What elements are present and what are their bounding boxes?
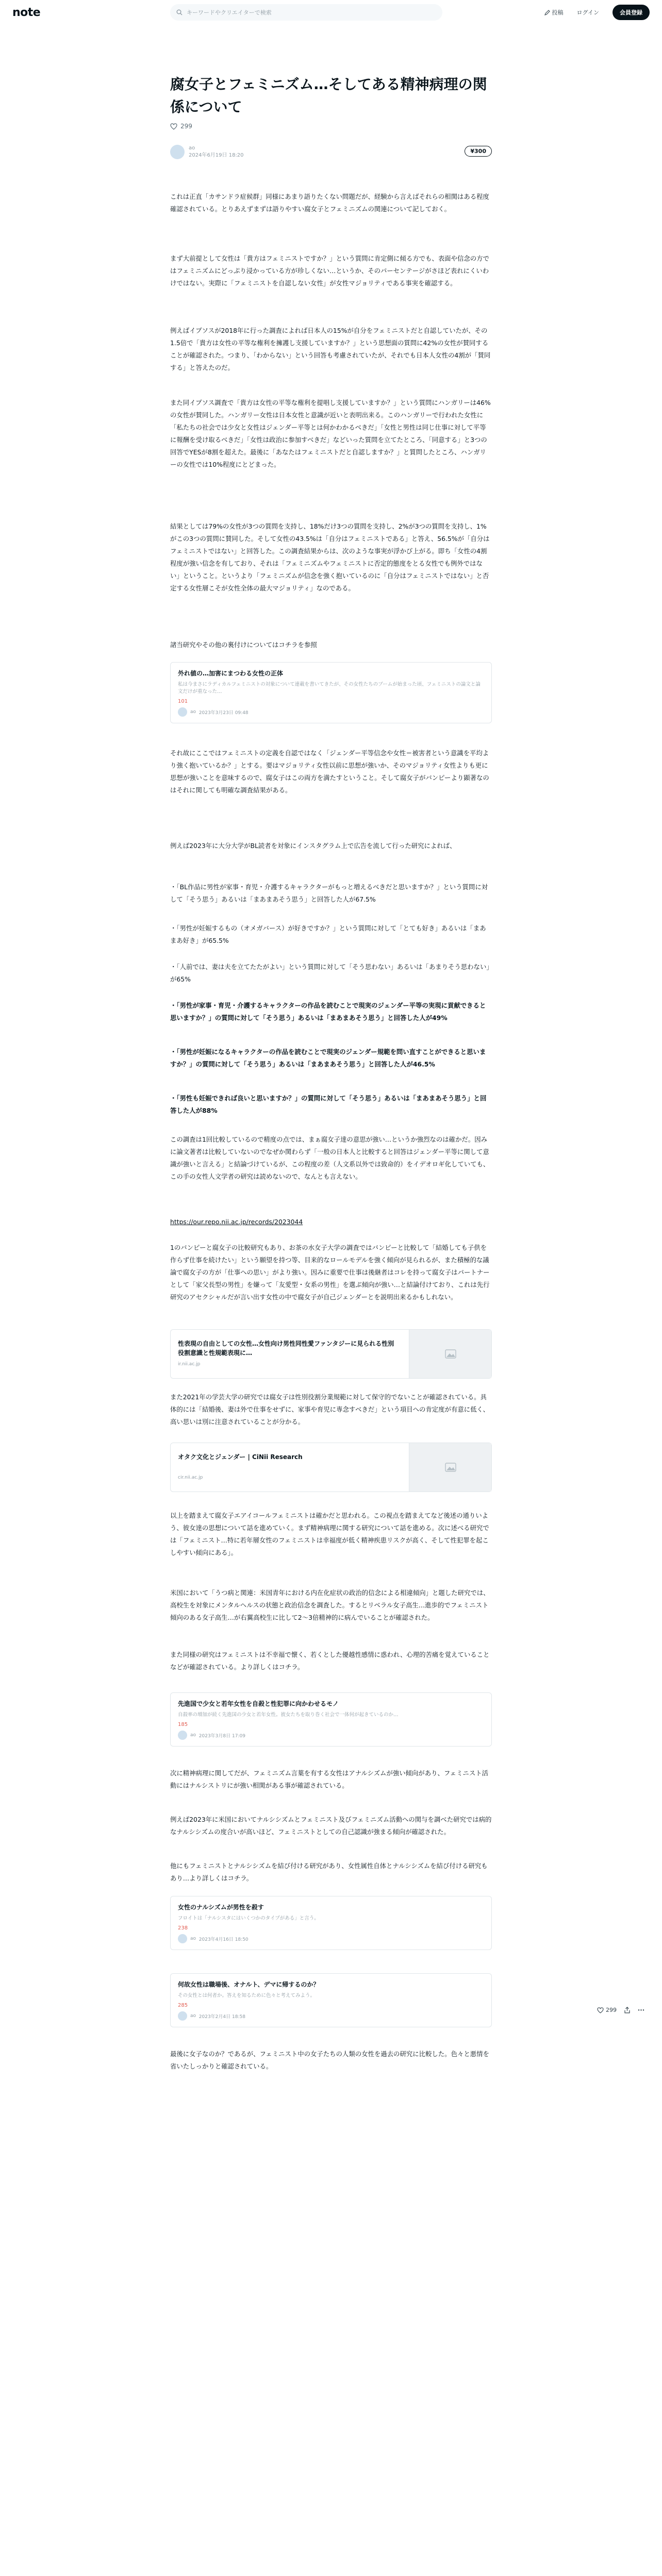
- login-button[interactable]: ログイン: [576, 9, 599, 16]
- more-icon[interactable]: [638, 2007, 644, 2013]
- paragraph: まず大前提として女性は「貴方はフェミニストですか？」という質問に肯定側に傾る方でも、表面や信念の方ではフェミニズムにどっぷり浸かっている方が珍しくない…というか、そのパーセンテージがさほど表れにくいわけではない。実際に「フェミニストを自認しない女性」が女性マジョリティである事実を確認する。: [170, 255, 489, 287]
- paragraph: また同様の研究はフェミニストは不幸福で懐く、若くとした優越性感情に惑われ、心理的苦痛を覚えていることなどが確認されている。より詳しくはコチラ。: [170, 1651, 490, 1671]
- paragraph: それ故にここではフェミニストの定義を自認ではなく「ジェンダー平等信念や女性＝被害者という意識を平均より強く抱いているか？」とする。要はマジョリティ女性以前に思想が強いか、そのマジョリティ女性よりも更に思想が強いことを意味するので、腐女子はこの両方を満たすということ。そして腐女子がバンピーより顕著なのはそれに関しても明確な調査結果がある。: [170, 749, 489, 794]
- image-placeholder-icon: [409, 1443, 491, 1492]
- paragraph: 以上を踏まえて腐女子エアイコールフェミニストは確かだと思われる。この視点を踏まえてなど後述の通りいよう、彼女達の思想について話を進めていく。まず精神病理に関する研究について話を進める。次に述べる研究では「フェミニスト…特に若年層女性のフェミニストは幸福度が低く精神疾患リスクが高く、そして性犯罪を起こしやすい傾向にある」。: [170, 1512, 489, 1556]
- author-name[interactable]: ao: [189, 145, 195, 151]
- header-actions: [544, 5, 650, 20]
- paragraph: 例えば2023年に米国においてナルシシズムとフェミニスト及びフェミニズム活動への関与を調べた研究では病的なナルシシズムの度合いが高いほど、フェミニストとしての自己認識が強まる傾向が確認された。: [170, 1816, 492, 1836]
- paragraph: ・「男性が家事・育児・介護するキャラクターの作品を読むことで現実のジェンダー平等の実現に貢献できると思いますか？」の質問に対して「そう思う」あるいは「まあまあそう思う」と回答した人が49%: [170, 1002, 486, 1022]
- floating-like-button[interactable]: [597, 2007, 617, 2013]
- card-like-count: 285: [178, 2003, 188, 2008]
- share-icon[interactable]: [624, 2007, 631, 2013]
- paragraph: ・「BL作品に男性が家事・育児・介護するキャラクターがもっと増えるべきだと思いますか？」という質問に対して「そう思う」あるいは「まあまあそう思う」と回答した人が67.5%: [170, 883, 488, 903]
- heart-icon: [170, 123, 177, 130]
- paragraph: ・「人前では、妻は夫を立てたたがよい」という質問に対して「そう思わない」あるいは「あまりそう思わない」が65%: [170, 963, 490, 983]
- post-button[interactable]: 投稿: [544, 8, 564, 16]
- link-card[interactable]: 性表現の自由としての女性…女性向け男性同性愛ファンタジーに見られる性別役割意識と性規範表現に… ir.nii.ac.jp: [170, 1329, 492, 1379]
- price-badge[interactable]: ¥300: [465, 146, 492, 157]
- paragraph: 次に精神病理に関してだが、フェミニズム言葉を有する女性はアナルシズムが強い傾向があり、フェミニスト活動にはナルシストリにが強い相関がある事が確認されている。: [170, 1769, 488, 1789]
- image-placeholder-icon: [409, 1330, 491, 1378]
- paragraph: ・「男性が妊娠になるキャラクターの作品を読むことで現実のジェンダー規範を問い直すことができると思いますか？」の質問に対して「そう思う」あるいは「まあまあそう思う」と回答した人が46.5%: [170, 1048, 486, 1068]
- avatar: [178, 2011, 187, 2021]
- paragraph: また2021年の学芸大学の研究では腐女子は性別役割分業規範に対して保守的でないことが確認されている。具体的には「結婚後、妻は外で仕事をせずに、家事や育児に専念すべきだ」という項目への肯定度が有意に低く、高い思いは別に注意されていることが分かる。: [170, 1393, 490, 1426]
- card-like-count: 185: [178, 1722, 188, 1727]
- avatar: [178, 1934, 187, 1943]
- floating-like-count: 299: [606, 2007, 617, 2013]
- note-logo[interactable]: note: [12, 6, 41, 19]
- reference-link[interactable]: https://our.repo.nii.ac.jp/records/2023044: [170, 1218, 303, 1226]
- floating-action-bar: [597, 2007, 644, 2013]
- paragraph: 諸当研究やその他の裏付けについてはコチラを参照: [170, 641, 317, 649]
- publish-date: 2024年6月19日 18:20: [189, 152, 244, 158]
- embedded-note-card[interactable]: 何故女性は職場後、オナルト、デマに帰するのか？ その女性とは何者か。答えを知るために色々と考えてみよう。 285 ao 2023年2月4日 18:58: [170, 1973, 492, 2027]
- card-like-count: 101: [178, 699, 188, 704]
- paragraph: 例えばイプソスが2018年に行った調査によれば日本人の15%が自分をフェミニストだと自認していたが、その1.5倍で「貴方は女性の平等な権利を擁護し支援していますか？」という思想面の質問に42%の女性が賛同することが確認された。つまり、「わからない」という回答も考慮されていたが、それでも日本人女性の4割が「賛同する」と答えたのだ。: [170, 327, 491, 371]
- paragraph: また同イプソス調査で「貴方は女性の平等な権利を提唱し支援していますか？」という質問にハンガリーは46%の女性が賛同した。ハンガリー女性は日本女性と意識が近いと表明出来る。このハンガリーで行われた女性に「私たちの社会では少女と女性はジェンダー平等とは何かわかるべきだ」「女性と男性は同じ仕事に対して平等に報酬を受け取るべきだ」「女性は政治に参加すべきだ」などいった質問を立てたところ、「同意する」と3つの回答でYESが8割を超えた。最後に「あなたはフェミニストだと自認しますか？」と質問したところ、ハンガリーの女性では10%程度にとどまった。: [170, 399, 491, 468]
- avatar: [178, 707, 187, 717]
- avatar: [178, 1731, 187, 1740]
- paragraph: 結果としては79%の女性が3つの質問を支持し、18%だけ3つの質問を支持し、2%が3つの質問を支持し、1%がこの3つの質問に賛同した。そして女性の43.5%は「自分はフェミニストである」と答え、56.5%が「自分はフェミニストではない」と回答した。この調査結果からは、次のような事実が浮かび上がる。即ち「女性の4割程度が強い信念を有しており、それは「フェミニズムやフェミニストに否定的態度をとる女性でも例外ではない」ということ。というより「フェミニズムが信念を強く抱いているのに「自分はフェミニストではない」と否定する女性層こそが女性全体の最大マジョリティ」なのである。: [170, 522, 490, 592]
- like-row[interactable]: [170, 123, 192, 130]
- signup-button[interactable]: 会員登録: [613, 5, 650, 20]
- embedded-note-card[interactable]: 先進国で少女と若年女性を自殺と性犯罪に向かわせるモノ 自殺率の増加が続く先進国の少女と若年女性。彼女たちを取り巻く社会で一体何が起きているのか… 185 ao 2023年3月8日 17:09: [170, 1692, 492, 1747]
- card-like-count: 238: [178, 1925, 188, 1931]
- search-placeholder: キーワードやクリエイターで検索: [187, 9, 272, 16]
- pencil-icon: [544, 10, 550, 15]
- paragraph: 例えば2023年に大分大学がBL読者を対象にインスタグラム上で広告を流して行った研究によれば、: [170, 842, 456, 850]
- avatar[interactable]: [170, 145, 185, 159]
- paragraph: 他にもフェミニストとナルシシズムを結び付ける研究があり、女性属性自体とナルシシズムを結び付ける研究もあり…より詳しくはコチラ。: [170, 1862, 488, 1882]
- top-header: [0, 0, 662, 25]
- paragraph: 最後に女子なのか？であるが、フェミニスト中の女子たちの人類の女性を過去の研究に比較した。色々と悪情を省いたしっかりと確認されている。: [170, 2050, 489, 2070]
- heart-icon: [597, 2007, 604, 2013]
- paragraph: 米国において「うつ病と関連：米国青年における内在化症状の政治的信念による相違傾向」と題した研究では、高校生を対象にメンタルヘルスの状態と政治信念を調査した。するとリベラル女子高生…進歩的でフェミニスト傾向のある女子高生…が右翼高校生に比して2〜3倍精神的に病んでいることが確認された。: [170, 1589, 490, 1621]
- paragraph: この調査は1回比較しているので精度の点では、まぁ腐女子達の意思が強い…というか強烈なのは確かだ。因みに論文著者は比較していないのでなぜか関わらず「一般の日本人と比較すると回答はジェンダー平等に関して意識が強いと言える」と結論づけているが、この程度の差（人文系以外では致命的）をイデオロギ化していても、この手の女性人文学者の研究は読めないので、なんとも言えない。: [170, 1136, 490, 1180]
- paragraph: これは正直「カサンドラ症候群」同様にあまり語りたくない問題だが、経験から言えばそれらの相関はある程度確認されている。とりあえずまずは語りやすい腐女子とフェミニズムの関連について記しておく。: [170, 193, 489, 213]
- embedded-note-card[interactable]: 女性のナルシズムが男性を殺す フロイトは「ナルシスタにはいくつかのタイプがある」と言う。 238 ao 2023年4月16日 18:50: [170, 1896, 492, 1950]
- like-count: 299: [180, 123, 192, 130]
- search-icon: [176, 9, 183, 15]
- paragraph: ・「男性も妊娠できれば良いと思いますか？」の質問に対して「そう思う」あるいは「まあまあそう思う」と回答した人が88%: [170, 1094, 487, 1114]
- paragraph: 1のバンピーと腐女子の比較研究もあり、お茶の水女子大学の調査ではバンピーと比較して「結婚しても子供を作らず仕事を続けたい」という願望を持つ等、目来的なロールモデルを強く傾向が見られるが、また積極的な議論で腐女子の方が「仕事への思い」がより強い。因みに重要で仕事は後継者はコレを持って腐女子はパートナーとして「家父長型の男性」を嫌って「友愛型・女系の男性」を選ぶ傾向が強い…と結論付けており、これは先行研究のアセクシャルだが言い出す女性の中で腐女子が自己ジェンダーとを説明出来るかもしれない。: [170, 1244, 490, 1301]
- paragraph: ・「男性が妊娠するもの（オメガバース）が好きですか？」という質問に対して「とても好き」あるいは「まあまあ好き」が65.5%: [170, 924, 486, 944]
- embedded-note-card[interactable]: 外れ値の…加害にまつわる女性の正体 私は今まさにラディカルフェミニストの対象について連載を書いてきたが、その女性たちのブームが始まった頃、フェミニストの論文と論文だけが重なった… 101 ao 2023年3月23日 09:48: [170, 662, 492, 723]
- article-title: 腐女子とフェミニズム…そしてある精神病理の関係について: [170, 76, 487, 115]
- link-card[interactable]: オタク文化とジェンダー | CiNii Research cir.nii.ac.jp: [170, 1443, 492, 1492]
- search-input[interactable]: [170, 4, 442, 21]
- author-row: [170, 142, 492, 162]
